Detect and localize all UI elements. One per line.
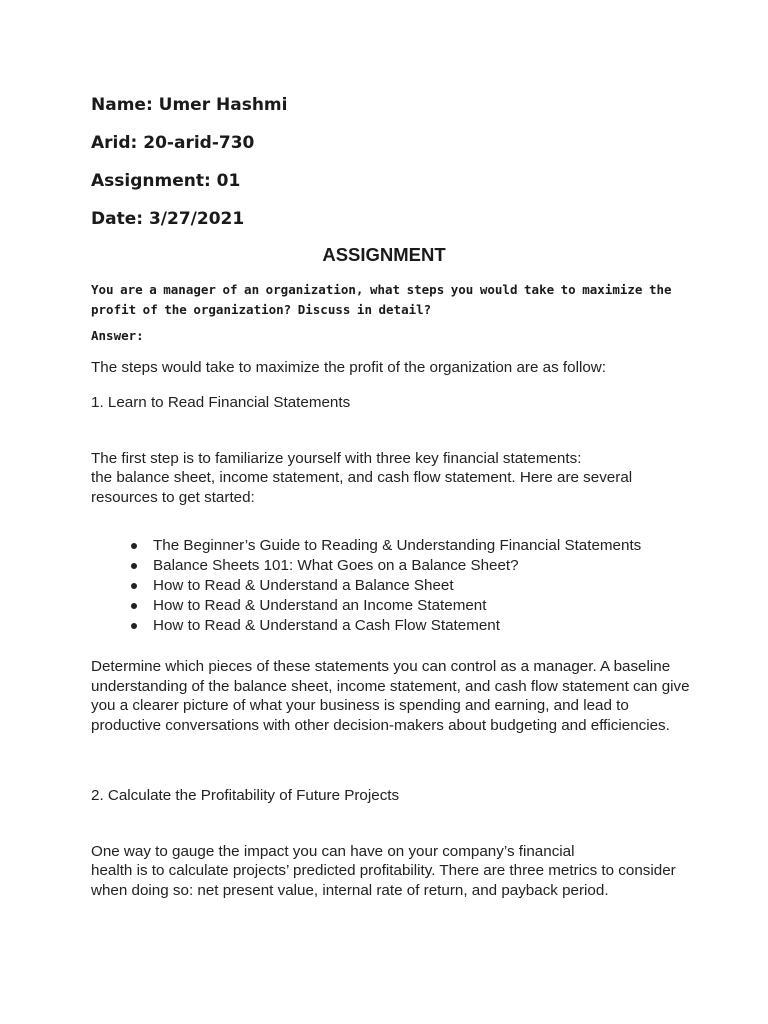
answer-label: Answer: [91,328,144,343]
bullet-icon [131,583,137,589]
document-title: ASSIGNMENT [322,244,446,265]
list-item-text: Balance Sheets 101: What Goes on a Balance Sheet? [153,557,519,574]
question-text: You are a manager of an organization, what steps you would take to maximize the profit of the organization? Discuss in detail? [91,282,672,317]
student-arid: Arid: 20-arid-730 [91,133,255,153]
section1-paragraph-line2: the balance sheet, income statement, and cash flow statement. Here are several resources to get started: [91,469,633,506]
answer-intro: The steps would take to maximize the profit of the organization are as follow: [91,359,606,376]
list-item-text: How to Read & Understand a Balance Sheet [153,577,454,594]
resource-list [131,536,651,636]
section1-paragraph2: Determine which pieces of these statements you can control as a manager. A baseline understanding of the balance sheet, income statement, and cash flow statement can give you a clearer picture of what your business is spending and earning, and lead to productive conversations with other decision-makers about budgeting and efficiencies. [91,658,690,734]
section2-paragraph-line1: One way to gauge the impact you can have on your company’s financial [91,843,575,860]
list-item [131,616,651,636]
assignment-date: Date: 3/27/2021 [91,209,245,229]
list-item-text: How to Read & Understand a Cash Flow Statement [153,617,500,634]
bullet-icon [131,603,137,609]
bullet-icon [131,563,137,569]
section2-paragraph-line2: health is to calculate projects’ predicted profitability. There are three metrics to consider when doing so: net present value, internal rate of return, and payback period. [91,862,676,899]
bullet-icon [131,623,137,629]
list-item [131,536,651,556]
list-item [131,556,651,576]
list-item [131,596,651,616]
list-item [131,576,651,596]
list-item-text: The Beginner’s Guide to Reading & Understanding Financial Statements [153,537,642,554]
student-name: Name: Umer Hashmi [91,95,288,115]
bullet-icon [131,543,137,549]
list-item-text: How to Read & Understand an Income Statement [153,597,487,614]
assignment-number: Assignment: 01 [91,171,241,191]
section1-paragraph-line1: The first step is to familiarize yourself with three key financial statements: [91,450,582,467]
section2-heading: 2. Calculate the Profitability of Future Projects [91,787,400,804]
section1-heading: 1. Learn to Read Financial Statements [91,394,351,411]
